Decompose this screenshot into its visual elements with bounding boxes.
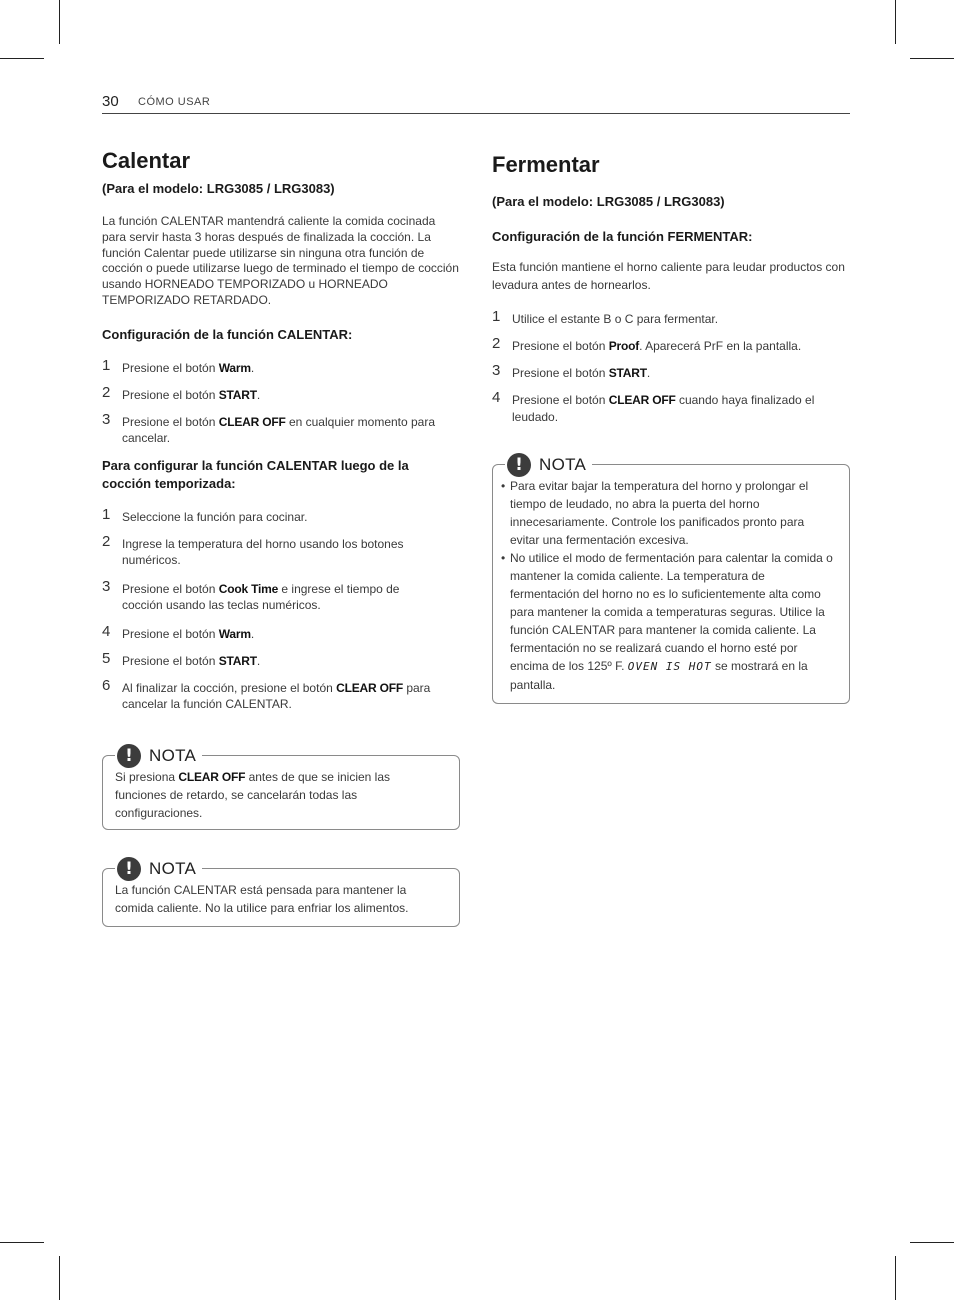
step-number: 3: [102, 578, 111, 595]
exclamation-icon: !: [507, 453, 531, 477]
crop-mark: [910, 58, 954, 59]
note-bullet-pre: No utilice el modo de fermentación para calentar la comida o mantener la comida caliente. La temperatura de fermentación del horno no es lo suficientemente alta como para mantener la comida a temperaturas seguras. Utilice la función CALENTAR para mantener la comida caliente. La fermentación no se realizará cuando el horno esté por encima de los 125º F.: [510, 551, 833, 673]
step-text: [122, 626, 460, 642]
note-bullet: [501, 549, 833, 694]
button-name: CLEAR OFF: [178, 770, 246, 784]
step-number: 2: [492, 335, 501, 352]
step-number: 4: [492, 389, 501, 406]
step-text-pre: Presione el botón: [122, 415, 219, 429]
step-text-post: para cancelar la función CALENTAR.: [122, 681, 431, 711]
step-text-pre: Presione el botón: [512, 393, 609, 407]
button-name: Cook Time: [218, 582, 279, 596]
calentar-model: [102, 181, 335, 196]
note-title: NOTA: [149, 859, 197, 878]
crop-mark: [0, 1242, 44, 1243]
step-text-post: . Aparecerá PrF en la pantalla.: [639, 339, 802, 353]
step-text-pre: Presione el botón: [122, 388, 219, 402]
step-text-pre: Presione el botón: [122, 627, 219, 641]
note-header: [115, 857, 202, 881]
page-header: [102, 93, 850, 114]
button-name: CLEAR OFF: [608, 393, 676, 407]
step-text-post: .: [256, 654, 261, 668]
calentar-config-title: Configuración de la función CALENTAR:: [102, 327, 353, 342]
step-text-pre: Utilice el estante B o C para fermentar.: [512, 312, 719, 326]
step-text-pre: Presione el botón: [512, 366, 609, 380]
step-text-pre: Presione el botón: [122, 654, 219, 668]
button-name: Warm: [218, 361, 251, 375]
step-number: 1: [102, 357, 111, 374]
step-text-post: .: [646, 366, 651, 380]
display-message: OVEN IS HOT: [627, 660, 712, 673]
step-text-post: cuando haya finalizado el leudado.: [512, 393, 815, 424]
fermentar-config-title: Configuración de la función FERMENTAR:: [492, 229, 753, 244]
calentar-delayed-title: Para configurar la función CALENTAR luego de la cocción temporizada:: [102, 458, 409, 491]
step-number: 5: [102, 650, 111, 667]
note-text-pre: Si presiona: [115, 770, 179, 784]
button-name: START: [218, 654, 257, 668]
note-text-post: antes de que se inicien las funciones de retardo, se cancelarán todas las configuraciones.: [115, 770, 391, 820]
crop-mark: [0, 58, 44, 59]
step-text: [512, 338, 850, 354]
step-number: 2: [102, 384, 111, 401]
step-text-post: .: [256, 388, 261, 402]
button-name: Warm: [218, 627, 251, 641]
crop-mark: [59, 0, 60, 44]
note-text: La función CALENTAR está pensada para mantener la comida caliente. No la utilice para enfriar los alimentos.: [115, 883, 409, 915]
page-number: 30: [102, 93, 119, 110]
button-name: CLEAR OFF: [336, 681, 403, 695]
fermentar-intro: Esta función mantiene el horno caliente para leudar productos con levadura antes de hornearlos.: [492, 260, 845, 292]
note-box: [492, 455, 850, 704]
step-text: [122, 680, 460, 712]
button-name: Proof: [608, 339, 640, 353]
note-header: [505, 453, 592, 477]
note-box: [102, 746, 460, 830]
note-bullet: • Para evitar bajar la temperatura del horno y prolongar el tiempo de leudado, no abra la puerta del horno innecesariamente. Controle los panificados pronto para evitar una fermentación excesiva.: [501, 477, 833, 549]
exclamation-icon: !: [117, 857, 141, 881]
button-name: START: [218, 388, 257, 402]
model-ids: LRG3085 / LRG3083): [206, 181, 335, 196]
step-text-pre: Presione el botón: [122, 582, 219, 596]
step-text: [122, 536, 442, 568]
exclamation-icon: !: [117, 744, 141, 768]
step-number: 3: [102, 411, 111, 428]
calentar-intro: La función CALENTAR mantendrá caliente la comida cocinada para servir hasta 3 horas después de finalizada la cocción. La función Calentar puede utilizarse sin ninguna otra función de cocción o puede utilizarse luego de terminado el tiempo de cocción usando HORNEADO TEMPORIZADO u HORNEADO TEMPORIZADO RETARDADO.: [102, 214, 459, 307]
step-text-pre: Ingrese la temperatura del horno usando los botones numéricos.: [122, 537, 404, 567]
step-number: 1: [492, 308, 501, 325]
step-number: 3: [492, 362, 501, 379]
step-text-pre: Al finalizar la cocción, presione el botón: [122, 681, 337, 695]
note-text: [115, 768, 405, 822]
step-number: 1: [102, 506, 111, 523]
model-prefix: (Para el modelo:: [102, 181, 207, 196]
step-text-post: en cualquier momento para cancelar.: [122, 415, 436, 445]
step-text: [122, 653, 460, 669]
note-header: [115, 744, 202, 768]
step-text: [512, 365, 850, 381]
step-text-post: .: [250, 627, 255, 641]
step-text: [122, 414, 460, 446]
step-number: 2: [102, 533, 111, 550]
step-text: [512, 311, 850, 327]
step-text-pre: Presione el botón: [512, 339, 609, 353]
button-name: CLEAR OFF: [218, 415, 286, 429]
crop-mark: [895, 1256, 896, 1300]
note-bullet-post: se mostrará en la pantalla.: [510, 659, 808, 692]
model-prefix: (Para el modelo:: [492, 194, 597, 209]
crop-mark: [59, 1256, 60, 1300]
section-title: CÓMO USAR: [138, 96, 211, 108]
note-box: [102, 859, 460, 927]
step-number: 6: [102, 677, 111, 694]
crop-mark: [895, 0, 896, 44]
fermentar-title: Fermentar: [492, 152, 600, 177]
crop-mark: [910, 1242, 954, 1243]
step-number: 4: [102, 623, 111, 640]
note-text: [501, 477, 833, 694]
note-title: NOTA: [149, 746, 197, 765]
step-text-pre: Presione el botón: [122, 361, 219, 375]
calentar-title: Calentar: [102, 148, 191, 173]
step-text-post: e ingrese el tiempo de cocción usando las teclas numéricos.: [122, 582, 400, 612]
model-ids: LRG3085 / LRG3083): [596, 194, 725, 209]
step-text: [122, 509, 460, 525]
button-name: START: [608, 366, 647, 380]
step-text: [122, 387, 460, 403]
step-text: [122, 581, 442, 613]
note-title: NOTA: [539, 455, 587, 474]
fermentar-model: [492, 194, 725, 209]
step-text: [122, 360, 460, 376]
step-text-pre: Seleccione la función para cocinar.: [122, 510, 308, 524]
step-text: [512, 392, 842, 426]
step-text-post: .: [250, 361, 255, 375]
